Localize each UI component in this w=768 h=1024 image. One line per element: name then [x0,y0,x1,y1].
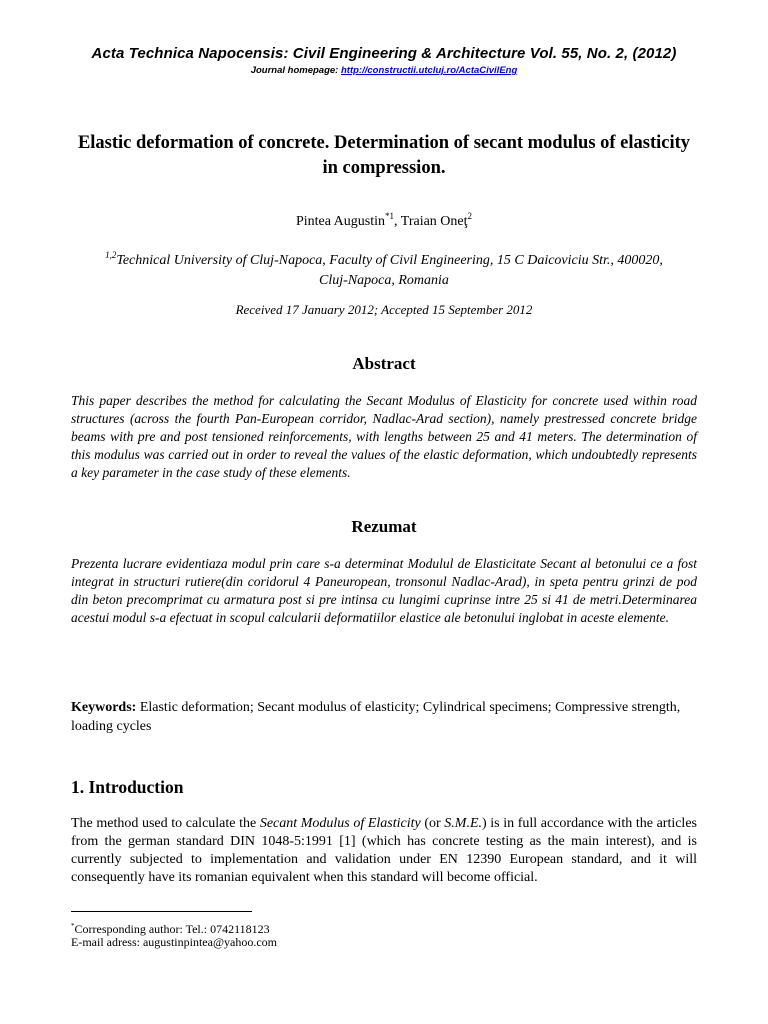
keywords [71,699,697,736]
abstract-text: This paper describes the method for calculating the Secant Modulus of Elasticity for concrete used within road structures (across the fourth Pan-European corridor, Nadlac-Arad section), namely prestressed concrete bridge beams with pre and post tensioned reinforcements, with lengths between 25 and 41 meters. The determination of this modulus was carried out in order to reveal the values of the elastic deformation, which undoubtedly represents a key parameter in the case study of these elements. [71,393,697,481]
author-list [0,211,768,230]
footnote-phone: Corresponding author: Tel.: 0742118123 [74,922,270,936]
journal-homepage [0,65,768,76]
footnote-divider [71,911,252,912]
affiliation-line-2: Cluj-Napoca, Romania [319,273,449,288]
received-dates: Received 17 January 2012; Accepted 15 September 2012 [235,302,533,317]
author-1: Pintea Augustin [295,214,386,229]
author-1-marker: *1 [385,211,395,221]
introduction-heading: 1. Introduction [71,777,184,797]
footnote-marker: * [71,922,75,930]
author-2-marker: 2 [467,211,473,221]
affiliation-line-1: Technical University of Cluj-Napoca, Faculty of Civil Engineering, 15 C Daicoviciu Str., 400020, [116,253,663,268]
author-2: Traian Oneţ [400,214,468,229]
intro-sme-abbr: S.M.E. [444,816,483,831]
abstract-heading: Abstract [352,354,416,373]
journal-header: Acta Technica Napocensis: Civil Engineering & Architecture Vol. 55, No. 2, (2012) [91,45,677,62]
rezumat-heading: Rezumat [351,517,417,536]
keywords-label: Keywords: [71,700,137,715]
intro-part-2: (or [420,816,445,831]
affiliation-marker: 1,2 [105,250,117,260]
intro-part-1: The method used to calculate the [71,816,260,831]
footnote-email: E-mail adress: augustinpintea@yahoo.com [71,935,277,949]
affiliation [72,245,696,291]
homepage-link[interactable]: http://constructii.utcluj.ro/ActaCivilEng [340,65,518,76]
paper-title: Elastic deformation of concrete. Determination of secant modulus of elasticity in compression. [77,133,691,178]
author-separator: , [394,214,401,229]
rezumat-text: Prezenta lucrare evidentiaza modul prin care s-a determinat Modulul de Elasticitate Secant al betonului ce a fost integrat in structuri rutiere(din coridorul 4 Paneuropean, tronsonul Nadlac-Arad), in speta pentru grinzi de pod din beton precomprimat cu armatura post si pre intinsa cu lungimi cuprinse intre 25 si 41 de metri.Determinarea acestui modul s-a efectuat in scopul calcularii deformatiilor elastice ale betonului inglobat in aceste elemente. [71,556,697,626]
intro-sme-full: Secant Modulus of Elasticity [259,816,421,831]
keywords-text: Elastic deformation; Secant modulus of elasticity; Cylindrical specimens; Compressive strength, loading cycles [71,700,681,734]
intro-part-3: ) is in full accordance with the articles from the german standard DIN 1048-5:1991 [1] (which has concrete testing as the main interest), and is currently subjected to implementation and validation under EN 12390 European standard, and it will consequently have its romanian equivalent when this standard will become official. [71,816,697,886]
introduction-text [71,815,697,887]
homepage-label: Journal homepage: [250,65,339,76]
